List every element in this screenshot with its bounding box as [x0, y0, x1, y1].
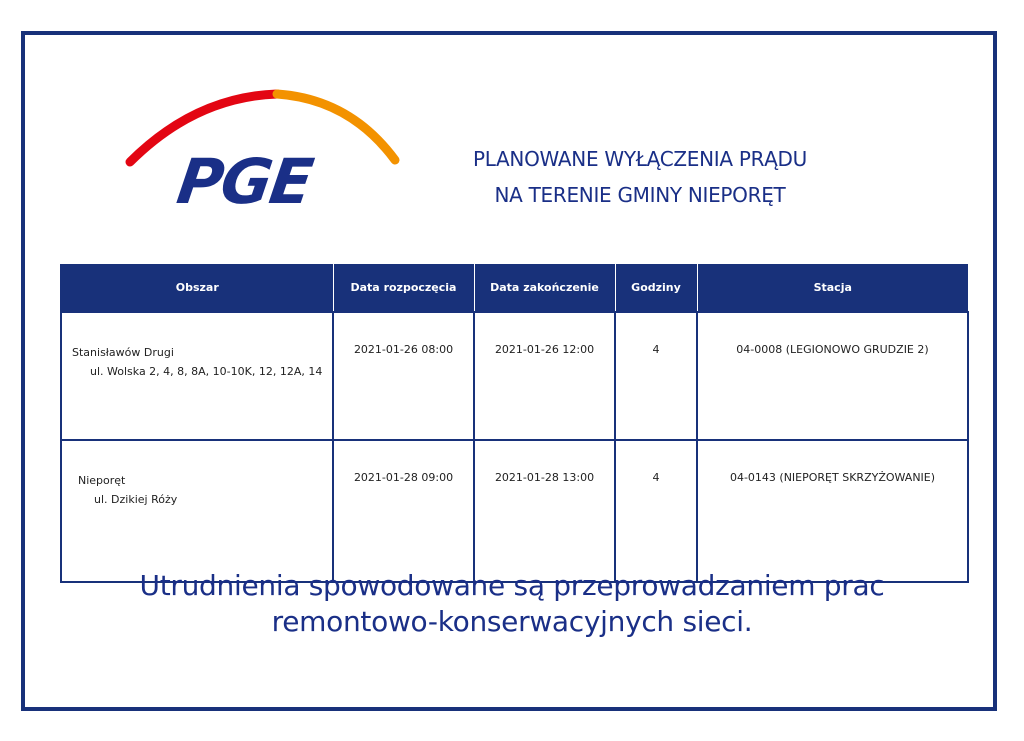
end-cell: 2021-01-28 13:00	[474, 440, 615, 582]
column-header-end: Data zakończenie	[474, 264, 615, 312]
notice-text	[40, 568, 984, 640]
title-line-1: PLANOWANE WYŁĄCZENIA PRĄDU	[472, 147, 807, 171]
table-row	[61, 440, 968, 582]
area-name: Stanisławów Drugi	[72, 346, 174, 359]
pge-logo-text: PGE	[172, 145, 316, 218]
area-streets: ul. Wolska 2, 4, 8, 8A, 10-10K, 12, 12A, 14	[90, 365, 323, 378]
start-cell: 2021-01-28 09:00	[333, 440, 474, 582]
area-cell	[61, 440, 333, 582]
outage-table	[60, 264, 969, 583]
area-cell	[61, 312, 333, 440]
column-header-start: Data rozpoczęcia	[333, 264, 474, 312]
column-header-hours: Godziny	[615, 264, 697, 312]
start-cell: 2021-01-26 08:00	[333, 312, 474, 440]
area-streets: ul. Dzikiej Róży	[94, 493, 178, 506]
hours-cell: 4	[615, 312, 697, 440]
column-header-station: Stacja	[697, 264, 968, 312]
station-cell: 04-0143 (NIEPORĘT SKRZYŻOWANIE)	[697, 440, 968, 582]
title-line-2: NA TERENIE GMINY NIEPORĘT	[494, 183, 786, 207]
notice-line-1: Utrudnienia spowodowane są przeprowadzaniem prac	[139, 569, 885, 602]
area-name: Nieporęt	[78, 474, 126, 487]
column-header-area: Obszar	[61, 264, 333, 312]
end-cell: 2021-01-26 12:00	[474, 312, 615, 440]
hours-cell: 4	[615, 440, 697, 582]
table-row	[61, 312, 968, 440]
pge-logo	[125, 85, 400, 218]
table-header-row	[61, 264, 968, 312]
station-cell: 04-0008 (LEGIONOWO GRUDZIE 2)	[697, 312, 968, 440]
notice-line-2: remontowo-konserwacyjnych sieci.	[271, 605, 753, 638]
page-title	[400, 141, 880, 213]
